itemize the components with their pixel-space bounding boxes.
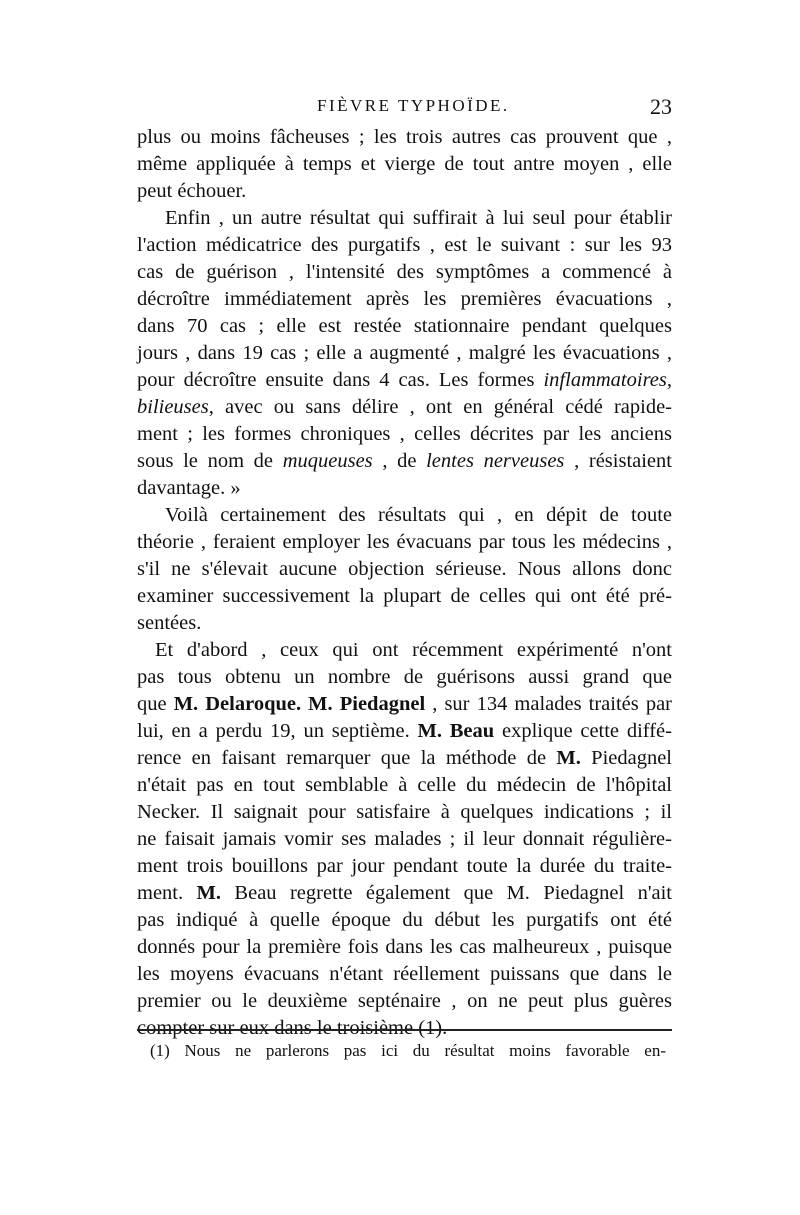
body-line: jours , dans 19 cas ; elle a augmenté , malgré les évacuations , <box>137 342 672 364</box>
body-line <box>137 394 672 421</box>
body-line: examiner successivement la plupart de celles qui ont été pré- <box>137 585 672 607</box>
body-line: peut échouer. <box>137 180 247 202</box>
page-number: 23 <box>650 94 672 119</box>
footnote: (1) Nous ne parlerons pas ici du résultat moins favorable en- <box>150 1041 666 1060</box>
line-text: sous le nom de <box>137 450 283 472</box>
page-header <box>137 96 672 126</box>
body-line: s'il ne s'élevait aucune objection sérieuse. Nous allons donc <box>137 558 672 580</box>
body-line: davantage. » <box>137 477 241 499</box>
footnote-divider <box>137 1029 672 1031</box>
body-line: même appliquée à temps et vierge de tout antre moyen , elle <box>137 153 672 175</box>
line-text: rence en faisant remarquer que la méthode de <box>137 747 557 769</box>
italic-term: lentes nerveuses <box>426 450 565 472</box>
line-text: , résistaient <box>564 450 672 472</box>
body-line: ment ; les formes chroniques , celles décrites par les anciens <box>137 423 672 445</box>
body-line <box>137 367 672 394</box>
line-text: explique cette diffé- <box>494 720 672 742</box>
body-line: plus ou moins fâcheuses ; les trois autres cas prouvent que , <box>137 126 672 148</box>
body-line: pas indiqué à quelle époque du début les purgatifs ont été <box>137 909 672 931</box>
body-line: Enfin , un autre résultat qui suffirait à lui seul pour établir <box>165 207 672 229</box>
line-text: pour décroître ensuite dans 4 cas. Les formes <box>137 369 544 391</box>
body-line: l'action médicatrice des purgatifs , est le suivant : sur les 93 <box>137 234 672 256</box>
bold-name: M. Beau <box>417 720 495 742</box>
body-line: Voilà certainement des résultats qui , en dépit de toute <box>165 504 672 526</box>
body-line: Necker. Il saignait pour satisfaire à quelques indications ; il <box>137 801 672 823</box>
body-line: sentées. <box>137 612 202 634</box>
body-line <box>137 691 672 718</box>
italic-term: inflammatoires, <box>543 369 672 391</box>
italic-term: muqueuses <box>282 450 373 472</box>
body-line: décroître immédiatement après les premières évacuations , <box>137 288 672 310</box>
running-title: FIÈVRE TYPHOÏDE. <box>317 96 510 115</box>
line-text: , de <box>372 450 427 472</box>
body-line: n'était pas en tout semblable à celle du médecin de l'hôpital <box>137 774 672 796</box>
line-text: lui, en a perdu 19, un septième. <box>137 720 418 742</box>
body-line: cas de guérison , l'intensité des symptômes a commencé à <box>137 261 672 283</box>
line-text: Piedagnel <box>580 747 673 769</box>
body-line: les moyens évacuans n'étant réellement puissans que dans le <box>137 963 672 985</box>
bold-name: M. <box>196 882 222 904</box>
body-line: pas tous obtenu un nombre de guérisons aussi grand que <box>137 666 672 688</box>
body-line <box>137 880 672 907</box>
body-line <box>137 448 672 475</box>
line-text: que <box>137 693 174 715</box>
italic-term: bilieuses <box>137 396 209 418</box>
body-line <box>137 745 672 772</box>
line-text: Beau regrette également que M. Piedagnel n'ait <box>221 882 673 904</box>
body-text <box>137 124 672 1042</box>
body-line: ne faisait jamais vomir ses malades ; il leur donnait régulière- <box>137 828 672 850</box>
body-line: ment trois bouillons par jour pendant toute la durée du traite- <box>137 855 672 877</box>
body-line: dans 70 cas ; elle est restée stationnaire pendant quelques <box>137 315 672 337</box>
line-text: ment. <box>137 882 197 904</box>
line-text: , avec ou sans délire , ont en général cédé rapide- <box>208 396 672 418</box>
line-text: , sur 134 malades traités par <box>425 693 673 715</box>
body-line: donnés pour la première fois dans les cas malheureux , puisque <box>137 936 672 958</box>
body-line <box>137 718 672 745</box>
bold-name: M. Delaroque. M. Piedagnel <box>173 693 426 715</box>
body-line: premier ou le deuxième septénaire , on ne peut plus guères <box>137 990 672 1012</box>
bold-name: M. <box>556 747 581 769</box>
body-line: théorie , feraient employer les évacuans par tous les médecins , <box>137 531 672 553</box>
body-line: Et d'abord , ceux qui ont récemment expérimenté n'ont <box>155 639 672 661</box>
body-line: compter sur eux dans le troisième (1). <box>137 1017 448 1039</box>
